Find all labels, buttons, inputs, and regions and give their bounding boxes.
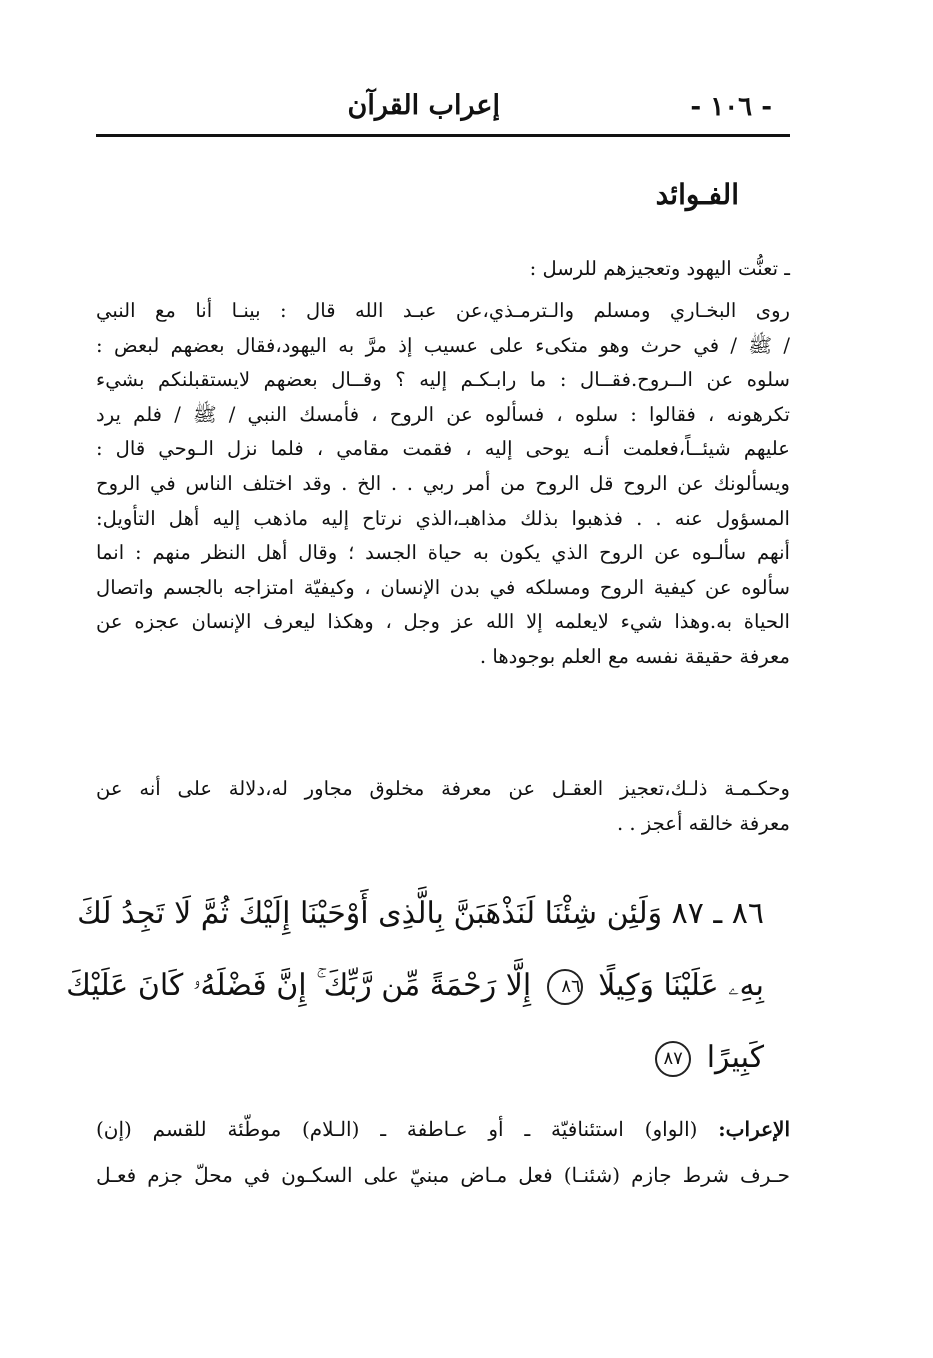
quran-line: ٨٦ ـ ٨٧ وَلَئِن شِئْنَا لَنَذْهَبَنَّ بِالَّذِى أَوْحَيْنَا إِلَيْكَ ثُمَّ لَا تَجِدُ لَكَ [77,896,764,931]
page-number: - ١٠٦ - [690,92,772,122]
irab-text: (الواو) استئنافيّة ـ أو عـاطفة ـ (الـلام) موطّئة للقسم (إن) [96,1117,719,1141]
irab-line: حـرف شرط جازم (شئنـا) فعل مـاض مبنيّ على السكـون في محلّ جزم فعـل [96,1163,790,1187]
paragraph-line: سألوه عن كيفية الروح ومسلكه في بدن الإنسان ، وكيفيّة امتزاجه بالجسم واتصال [96,575,790,599]
fawaid-paragraph [96,294,790,675]
quran-verses [66,878,764,1094]
paragraph-line: ويسألونك عن الروح قل الروح من أمر ربي . . الخ . وقد اختلف الناس في الروح [96,471,790,495]
paragraph-line: سلوه عن الــروح.فقــال : ما رابـكـم إليه ؟ وقــال بعضهم لايستقبلنكم بشيء [96,368,790,392]
header-rule [96,134,790,137]
hikma-paragraph [96,772,790,841]
subheading-text: ـ تعنُّت اليهود وتعجيزهم للرسل : [529,257,790,280]
page-header [96,88,790,124]
paragraph-line: روى البخـاري ومسلم والـترمـذي،عن عبـد الله قال : بينـا أنا مع النبي [96,299,790,322]
paragraph-line: عليهم شيئــاً،فعلمت أنـه يوحى إليه ، فقمت مقامي ، فلما نزل الـوحي قال : [96,437,790,461]
quran-text: بِهِۦ عَلَيْنَا وَكِيلًا [598,968,764,1003]
irab-label: الإعراب: [718,1117,790,1141]
quran-text: إِلَّا رَحْمَةً مِّن رَّبِّكَ ۚ إِنَّ فَضْلَهُۥ كَانَ عَلَيْكَ [66,968,532,1003]
subheading [96,252,790,287]
section-heading: الفـوائد [655,178,739,211]
quran-line [124,1022,764,1094]
verse-end-marker: ٨٦ [547,969,583,1005]
paragraph-line: الحياة به.وهذا شيء لايعلمه إلا الله عز وجل ، وهكذا ليعرف الإنسان عجزه عن [96,610,790,634]
paragraph-line: / ﷺ / في حرث وهو متكىء على عسيب إذ مرَّ به اليهود،فقال بعضهم لبعض : [96,333,790,357]
irab-section [96,1106,790,1198]
quran-text: كَبِيرًا [706,1040,764,1075]
running-title: إعراب القرآن [347,90,500,121]
irab-line [96,1106,790,1152]
verse-end-marker: ٨٧ [655,1041,691,1077]
paragraph-line: المسؤول عنه . . فذهبوا بذلك مذاهبـ،الذي نرتاح إليه ماذهب إليه أهل التأويل: [96,506,790,530]
paragraph-line: وحكـمـة ذلـك،تعجيز العقـل عن معرفة مخلوق مجاور له،دلالة على أنه عن [96,777,790,800]
paragraph-line: معرفة خالقه أعجز . . [616,811,790,835]
paragraph-line: أنهم سألـوه عن الروح الذي يكون به حياة الجسد ؛ وقال أهل النظر منهم : انما [96,541,790,565]
paragraph-line: معرفة حقيقة نفسه مع العلم بوجودها . [479,644,790,668]
paragraph-line: تكرهونه ، فقالوا : سلوه ، فسألوه عن الروح ، فأمسك النبي / ﷺ / فلم يرد [96,402,790,426]
quran-line [66,950,764,1022]
